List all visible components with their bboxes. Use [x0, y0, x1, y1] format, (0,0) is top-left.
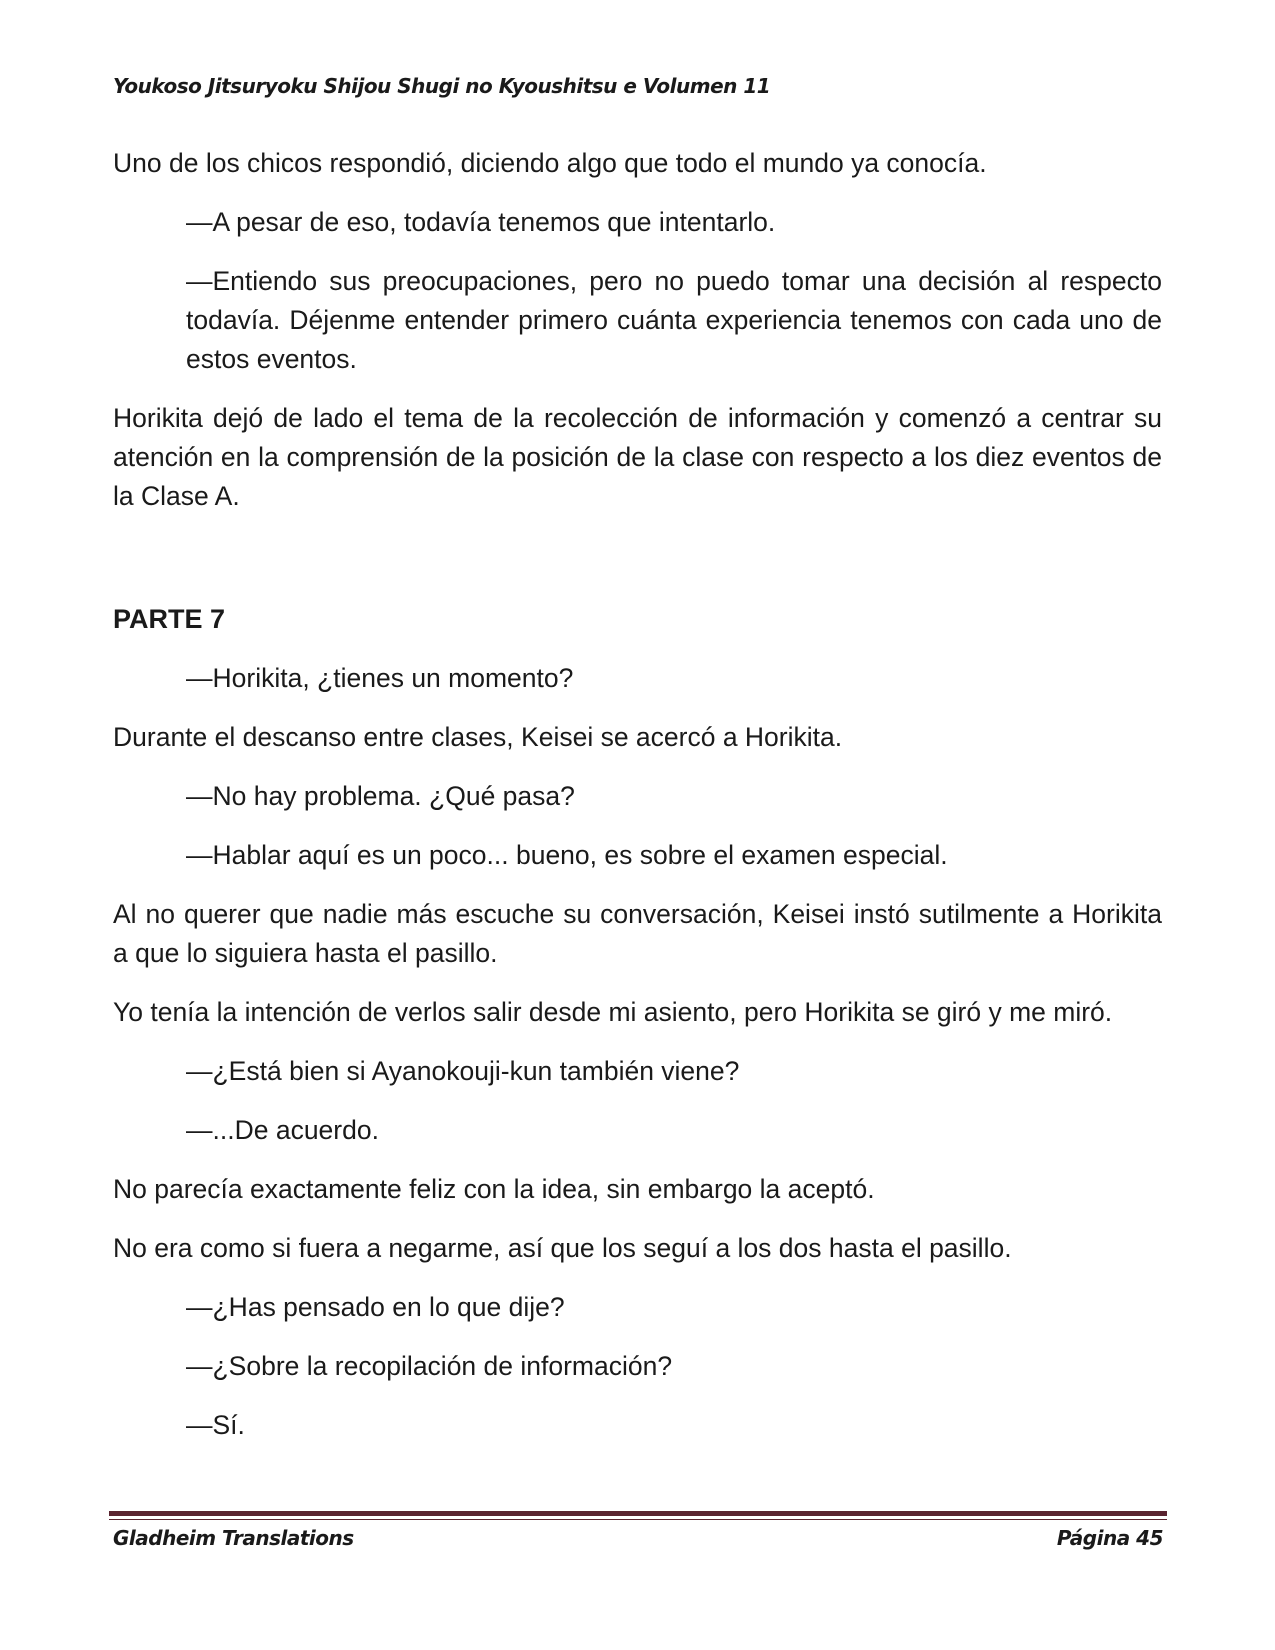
narration-paragraph: Durante el descanso entre clases, Keisei se acercó a Horikita.: [113, 722, 843, 752]
narration-paragraph: Yo tenía la intención de verlos salir desde mi asiento, pero Horikita se giró y me miró.: [113, 997, 1113, 1027]
paragraphs-after: [113, 659, 1162, 1445]
dialogue-line: —Sí.: [186, 1410, 245, 1440]
dialogue-line: —A pesar de eso, todavía tenemos que intentarlo.: [186, 207, 776, 237]
narration-paragraph: Uno de los chicos respondió, diciendo algo que todo el mundo ya conocía.: [113, 148, 987, 178]
running-header: Youkoso Jitsuryoku Shijou Shugi no Kyoushitsu e Volumen 11: [113, 74, 771, 98]
footer-credit: Gladheim Translations: [113, 1526, 354, 1550]
narration-paragraph: No parecía exactamente feliz con la idea, sin embargo la aceptó.: [113, 1174, 875, 1204]
dialogue-line: —Entiendo sus preocupaciones, pero no puedo tomar una decisión al respecto todavía. Déjenme entender primero cuánta experiencia tenemos con cada uno de estos eventos.: [186, 266, 1162, 374]
dialogue-line: —¿Has pensado en lo que dije?: [186, 1292, 565, 1322]
paragraphs-before: [113, 144, 1162, 516]
dialogue-line: —Hablar aquí es un poco... bueno, es sobre el examen especial.: [186, 840, 948, 870]
dialogue-line: —...De acuerdo.: [186, 1115, 379, 1145]
section-title: PARTE 7: [113, 604, 226, 634]
dialogue-line: —¿Sobre la recopilación de información?: [186, 1351, 673, 1381]
dialogue-line: —Horikita, ¿tienes un momento?: [186, 663, 574, 693]
footer-page-number: Página 45: [1056, 1526, 1163, 1550]
dialogue-line: —No hay problema. ¿Qué pasa?: [186, 781, 575, 811]
dialogue-line: —¿Está bien si Ayanokouji-kun también viene?: [186, 1056, 740, 1086]
narration-paragraph: Horikita dejó de lado el tema de la recolección de información y comenzó a centrar su atención en la comprensión de la posición de la clase con respecto a los diez eventos de la Clase A.: [113, 403, 1162, 511]
footer-rule: [109, 1511, 1167, 1520]
narration-paragraph: Al no querer que nadie más escuche su conversación, Keisei instó sutilmente a Horikita a que lo siguiera hasta el pasillo.: [113, 899, 1162, 968]
body-text: [113, 144, 1162, 1465]
narration-paragraph: No era como si fuera a negarme, así que los seguí a los dos hasta el pasillo.: [113, 1233, 1012, 1263]
